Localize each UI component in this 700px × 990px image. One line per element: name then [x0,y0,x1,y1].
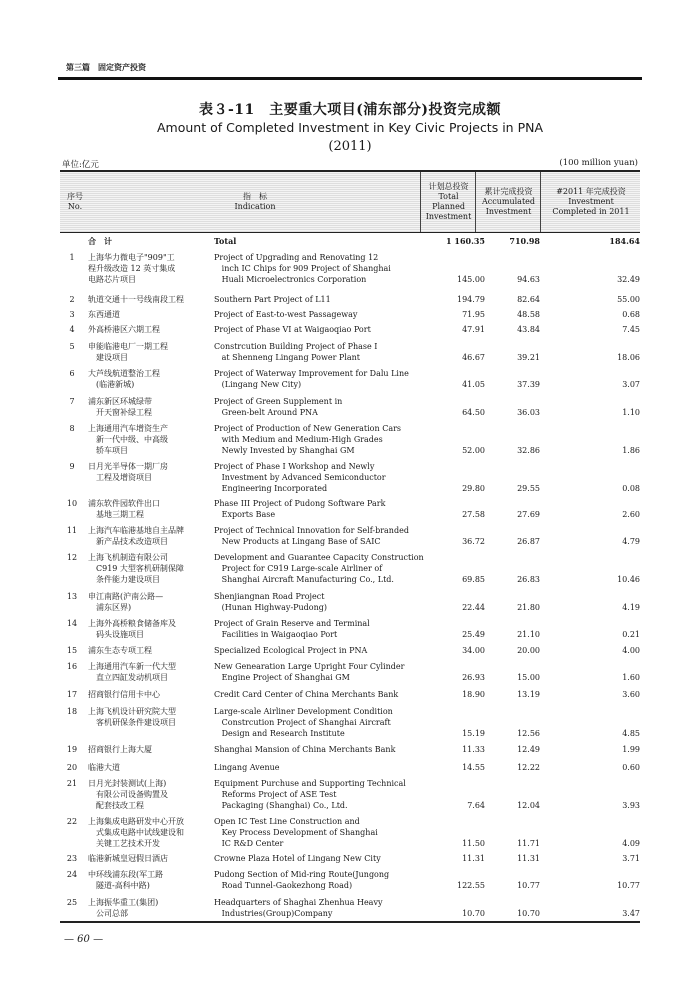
project-name-cn: 浦东软件园软件出口 基地三期工程 [88,499,160,519]
planned-investment: 36.72 [462,537,485,546]
project-name-en: Project of Production of New Generation Cars with Medium and Medium-High Grades Newly Invested by Shanghai GM [214,424,402,455]
total-planned: 1 160.35 [446,236,485,246]
project-name-en: Equipment Purchuse and Supporting Technical Reforms Project of ASE Test Packaging (Shanghai) Co., Ltd. [214,779,406,810]
planned-investment: 11.33 [462,745,485,754]
accumulated-investment: 48.58 [517,310,540,319]
table-row [60,368,640,390]
planned-investment: 34.00 [462,646,485,655]
investment-2011: 3.93 [622,801,640,810]
project-name-en: Lingang Avenue [214,763,280,772]
project-name-cn: 上海华力微电子"909"工 程升级改造 12 英寸集成 电路芯片项目 [88,253,176,284]
project-name-en: Project of Phase I Workshop and Newly Investment by Advanced Semiconductor Engineering Incorporated [214,462,386,493]
project-name-en: Project of Grain Reserve and Terminal Facilities in Waigaoqiao Port [214,619,370,639]
project-name-en: Project of Technical Innovation for Self-branded New Products at Lingang Base of SAIC [214,526,409,546]
project-name-en: Phase III Project of Pudong Software Park Exports Base [214,499,386,519]
investment-2011: 7.45 [622,325,640,334]
planned-investment: 11.50 [462,839,485,848]
project-name-cn: 轨道交通十一号线南段工程 [88,295,184,304]
row-number: 18 [66,707,78,716]
running-head: 第三篇 固定资产投资 [66,63,146,72]
project-name-en: Development and Guarantee Capacity Construction Project for C919 Large-scale Airliner of Shanghai Aircraft Manufacturing Co., Ltd. [214,553,424,584]
project-name-cn: 临港新城皇冠假日酒店 [88,854,168,863]
project-name-cn: 上海通用汽车增资生产 新一代中级、中高级 轿车项目 [88,424,168,455]
table-row [60,591,640,613]
project-name-cn: 日月光封装测试(上海) 有限公司设备购置及 配套技改工程 [88,779,168,810]
header-rule [58,77,642,80]
planned-investment: 122.55 [457,881,485,890]
project-name-cn: 招商银行上海大厦 [88,745,152,754]
project-name-en: Pudong Section of Mid-ring Route(Jungong Road Tunnel-Gaokezhong Road) [214,870,390,890]
planned-investment: 26.93 [462,673,485,682]
project-name-en: Shanghai Mansion of China Merchants Bank [214,745,396,754]
header-planned-cn: 计划总投资 [428,182,469,191]
project-name-en: Shenjiangnan Road Project (Hunan Highway-Pudong) [214,592,328,612]
row-number: 1 [69,253,75,262]
row-number: 6 [69,369,75,378]
project-name-en: Specialized Ecological Project in PNA [214,646,368,655]
planned-investment: 18.90 [462,690,485,699]
table-row [60,618,640,640]
project-name-en: Southern Part Project of L11 [214,295,331,304]
accumulated-investment: 82.64 [517,295,540,304]
total-label-en: Total [214,236,237,246]
row-number: 25 [66,898,78,907]
investment-2011: 4.09 [622,839,640,848]
header-current-cn: #2011 年完成投资 [556,187,626,196]
accumulated-investment: 13.19 [517,690,540,699]
investment-2011: 1.99 [622,745,640,754]
table-row [60,762,640,773]
investment-2011: 0.08 [622,484,640,493]
header-current-en1: Investment [568,197,614,206]
row-number: 14 [66,619,78,628]
investment-2011: 3.47 [622,909,640,918]
investment-2011: 1.10 [622,408,640,417]
row-number: 20 [66,763,78,772]
project-name-en: Crowne Plaza Hotel of Lingang New City [214,854,381,863]
planned-investment: 52.00 [462,446,485,455]
row-number: 10 [66,499,78,508]
planned-investment: 15.19 [462,729,485,738]
planned-investment: 25.49 [462,630,485,639]
header-current-en2: Completed in 2011 [552,207,630,216]
page-number: — 60 — [64,934,104,945]
accumulated-investment: 12.22 [517,763,540,772]
table-row [60,525,640,547]
table-row [60,309,640,320]
table-title-en: Amount of Completed Investment in Key Civic Projects in PNA [156,120,544,135]
accumulated-investment: 27.69 [517,510,540,519]
row-number: 19 [66,745,78,754]
table-row [60,869,640,891]
project-name-cn: 上海振华重工(集团) 公司总部 [88,898,159,918]
accumulated-investment: 12.56 [517,729,540,738]
table-row [60,498,640,520]
row-number: 5 [69,342,75,351]
accumulated-investment: 11.31 [517,854,540,863]
header-accumulated-en2: Investment [485,207,532,216]
table-title-cn: 表３-11 主要重大项目(浦东部分)投资完成额 [198,102,502,118]
total-current: 184.64 [609,236,640,246]
project-name-en: Headquarters of Shaghai Zhenhua Heavy Industries(Group)Company [214,898,383,918]
table-row [60,853,640,864]
header-no-cn: 序号 [67,192,83,201]
row-number: 22 [66,817,78,826]
planned-investment: 7.64 [467,801,485,810]
project-name-cn: 浦东生态专项工程 [88,646,152,655]
header-planned-en2: Investment [425,212,472,221]
table-row [60,324,640,335]
accumulated-investment: 36.03 [517,408,540,417]
table-row [60,396,640,418]
planned-investment: 71.95 [462,310,485,319]
project-name-en: Project of Waterway Improvement for Dalu Line (Lingang New City) [214,369,409,389]
header-indicator [90,172,420,232]
row-number: 15 [66,646,78,655]
row-number: 13 [66,592,78,601]
project-name-cn: 申江南路(沪南公路— 浦东区界) [88,592,164,612]
project-name-cn: 申能临港电厂一期工程 建设项目 [88,342,168,362]
project-name-cn: 外高桥港区六期工程 [88,325,160,334]
accumulated-investment: 26.87 [517,537,540,546]
investment-2011: 0.68 [622,310,640,319]
row-number: 23 [66,854,78,863]
accumulated-investment: 21.80 [517,603,540,612]
project-name-cn: 东西通道 [88,310,120,319]
row-number: 2 [69,295,75,304]
project-name-cn: 招商银行信用卡中心 [88,690,160,699]
total-label-cn: 合 计 [88,236,112,246]
project-name-cn: 临港大道 [88,763,120,772]
table-row [60,661,640,683]
accumulated-investment: 39.21 [517,353,540,362]
project-name-en: Project of East-to-west Passageway [214,310,358,319]
investment-2011: 4.85 [622,729,640,738]
project-name-cn: 上海集成电路研发中心开放 式集成电路中试线建设和 关键工艺技术开发 [88,817,184,848]
row-number: 17 [66,690,78,699]
table-row [60,778,640,811]
header-indicator-en: Indication [234,202,276,211]
header-planned-en1: Total Planned [432,192,465,211]
planned-investment: 64.50 [462,408,485,417]
project-name-en: New Genearation Large Upright Four Cylinder Engine Project of Shanghai GM [214,662,405,682]
project-name-en: Project of Green Supplement in Green-belt Around PNA [214,397,343,417]
project-name-en: Constrcution Building Project of Phase I at Shenneng Lingang Power Plant [214,342,378,362]
table-row [60,423,640,456]
project-name-cn: 大芦线航道整治工程 (临港新城) [88,369,160,389]
table-row [60,645,640,656]
table-year: (2011) [328,139,372,154]
accumulated-investment: 12.49 [517,745,540,754]
row-number: 3 [69,310,75,319]
investment-2011: 10.77 [617,881,640,890]
investment-2011: 0.60 [622,763,640,772]
accumulated-investment: 29.55 [517,484,540,493]
planned-investment: 145.00 [457,275,485,284]
investment-2011: 2.60 [622,510,640,519]
table-header-rule [60,232,640,233]
accumulated-investment: 21.10 [517,630,540,639]
investment-2011: 32.49 [617,275,640,284]
accumulated-investment: 10.70 [517,909,540,918]
header-accumulated [475,172,541,232]
accumulated-investment: 20.00 [517,646,540,655]
table-row [60,816,640,849]
row-number: 7 [69,397,75,406]
accumulated-investment: 37.39 [517,380,540,389]
accumulated-investment: 94.63 [517,275,540,284]
header-indicator-cn: 指 标 [243,192,267,201]
planned-investment: 47.91 [462,325,485,334]
header-current-year [540,172,641,232]
investment-2011: 1.86 [622,446,640,455]
project-name-en: Project of Upgrading and Renovating 12 inch IC Chips for 909 Project of Shanghai Huali Microelectronics Corporation [214,253,391,284]
planned-investment: 10.70 [462,909,485,918]
investment-2011: 3.60 [622,690,640,699]
project-name-en: Credit Card Center of China Merchants Bank [214,690,399,699]
investment-2011: 55.00 [617,295,640,304]
header-no [60,172,90,232]
investment-2011: 4.19 [622,603,640,612]
header-accumulated-cn: 累计完成投资 [484,187,533,196]
accumulated-investment: 15.00 [517,673,540,682]
row-number: 9 [69,462,75,471]
table-row [60,897,640,919]
table-row [60,552,640,585]
table-row [60,689,640,700]
project-name-cn: 日月光半导体一期厂房 工程及增资项目 [88,462,168,482]
row-number: 4 [69,325,75,334]
investment-2011: 4.00 [622,646,640,655]
header-no-en: No. [67,202,83,211]
project-name-cn: 上海汽车临港基地自主品牌 新产品技术改造项目 [88,526,184,546]
investment-2011: 1.60 [622,673,640,682]
planned-investment: 29.80 [462,484,485,493]
accumulated-investment: 10.77 [517,881,540,890]
project-name-en: Large-scale Airliner Development Condition Constrcution Project of Shanghai Aircraft Design and Research Institute [214,707,393,738]
row-number: 24 [66,870,78,879]
total-row [60,236,640,247]
table-row [60,744,640,755]
table-row [60,461,640,494]
row-number: 11 [66,526,78,535]
table-bottom-rule [60,921,640,923]
row-number: 16 [66,662,78,671]
investment-2011: 3.07 [622,380,640,389]
planned-investment: 27.58 [462,510,485,519]
accumulated-investment: 11.71 [517,839,540,848]
project-name-cn: 上海通用汽车新一代大型 直立四缸发动机项目 [88,662,176,682]
unit-cn: 单位:亿元 [62,160,99,170]
project-name-cn: 中环线浦东段(军工路 隧道-高科中路) [88,870,164,890]
accumulated-investment: 26.83 [517,575,540,584]
project-name-cn: 浦东新区环城绿带 开天窗补绿工程 [88,397,152,417]
planned-investment: 194.79 [457,295,485,304]
project-name-cn: 上海飞机设计研究院大型 客机研保条件建设项目 [88,707,176,727]
table-row [60,706,640,739]
planned-investment: 11.31 [462,854,485,863]
table-row [60,252,640,285]
project-name-cn: 上海飞机制造有限公司 C919 大型客机研制保障 条件能力建设项目 [88,553,184,584]
investment-2011: 18.06 [617,353,640,362]
table-row [60,294,640,305]
accumulated-investment: 32.86 [517,446,540,455]
project-name-en: Open IC Test Line Construction and Key Process Development of Shanghai IC R&D Center [214,817,378,848]
table-row [60,341,640,363]
project-name-en: Project of Phase VI at Waigaoqiao Port [214,325,371,334]
investment-2011: 3.71 [622,854,640,863]
investment-2011: 10.46 [617,575,640,584]
planned-investment: 41.05 [462,380,485,389]
row-number: 8 [69,424,75,433]
accumulated-investment: 12.04 [517,801,540,810]
header-accumulated-en1: Accumulated [481,197,536,206]
investment-2011: 0.21 [622,630,640,639]
planned-investment: 46.67 [462,353,485,362]
total-accumulated: 710.98 [509,236,540,246]
planned-investment: 22.44 [462,603,485,612]
accumulated-investment: 43.84 [517,325,540,334]
planned-investment: 69.85 [462,575,485,584]
row-number: 21 [66,779,78,788]
header-planned [420,172,476,232]
planned-investment: 14.55 [462,763,485,772]
project-name-cn: 上海外高桥粮食储备库及 码头设施项目 [88,619,176,639]
investment-2011: 4.79 [622,537,640,546]
row-number: 12 [66,553,78,562]
unit-en: (100 million yuan) [559,158,638,168]
